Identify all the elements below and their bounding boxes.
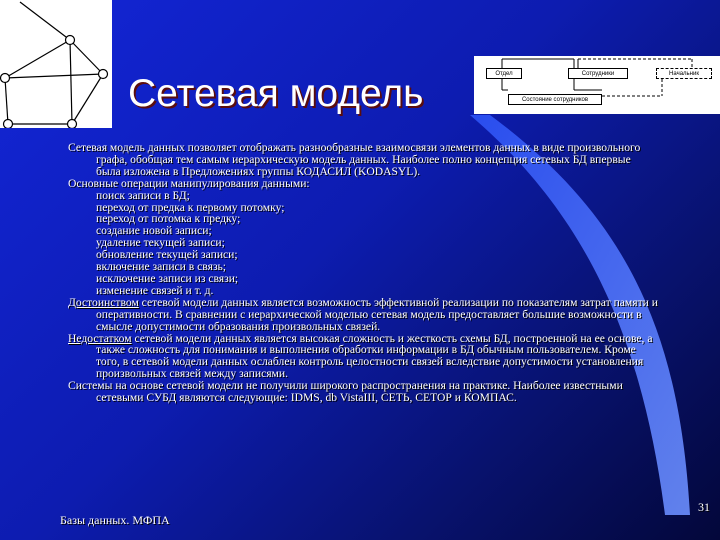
advantage-label: Достоинством (68, 295, 139, 309)
operation-item: включение записи в связь; (96, 260, 227, 274)
slide-footer: Базы данных. МФПА (60, 513, 170, 527)
schema-diagram (474, 56, 720, 114)
operation-item: удаление текущей записи; (96, 236, 225, 250)
operation-item: изменение связей и т. д. (96, 283, 214, 297)
drawback-text: сетевой модели данных является высокая сложность и жесткость схемы БД, построенной на ее основе, а также сложность для понимания и выполнения обработки информации в БД обычным пользователем. Кроме того, в сетевой модели данных ослаблен контроль целостности связей вследствие допустимости установления произвольных связей между записями. (96, 331, 653, 381)
operations-heading: Основные операции манипулирования данными: (68, 176, 310, 190)
operation-item: обновление текущей записи; (96, 248, 238, 262)
schema-lines (474, 56, 720, 114)
intro-paragraph: Сетевая модель данных позволяет отображать разнообразные взаимосвязи элементов данных в виде произвольного графа, обобщая тем самым иерархическую модель данных. Наиболее полно концепция сетевых БД впервые была изложена в Предложениях группы КОДАСИЛ (KODASYL). (68, 141, 641, 178)
operations-list (68, 190, 658, 297)
drawback-label: Недостатком (68, 331, 132, 345)
schema-box-chief: Начальник (656, 68, 712, 79)
network-graph-diagram (0, 0, 112, 128)
operation-item: переход от потомка к предку; (96, 212, 241, 226)
systems-paragraph: Системы на основе сетевой модели не получили широкого распространения на практике. Наиболее известными сетевыми СУБД являются следующие: IDMS, db VistaIII, СЕТЬ, СЕТОР и КОМПАС. (68, 379, 623, 405)
drawback-paragraph (68, 333, 658, 381)
advantage-paragraph (68, 297, 658, 333)
slide-body (68, 142, 658, 404)
page-number: 31 (698, 500, 710, 514)
slide-title: Сетевая модель (128, 72, 424, 115)
schema-box-employees: Сотрудники (568, 68, 628, 79)
advantage-text: сетевой модели данных является возможность эффективной реализации по показателям затрат памяти и оперативности. В сравнении с иерархической моделью сетевая модель предоставляет большие возможности в смысле допустимости образования произвольных связей. (96, 295, 658, 333)
operation-item: поиск записи в БД; (96, 188, 190, 202)
schema-box-employee-state: Состояние сотрудников (508, 94, 602, 105)
operation-item: исключение записи из связи; (96, 271, 239, 285)
operation-item: создание новой записи; (96, 224, 212, 238)
operation-item: переход от предка к первому потомку; (96, 200, 285, 214)
schema-box-department: Отдел (486, 68, 522, 79)
graph-svg (0, 0, 112, 128)
